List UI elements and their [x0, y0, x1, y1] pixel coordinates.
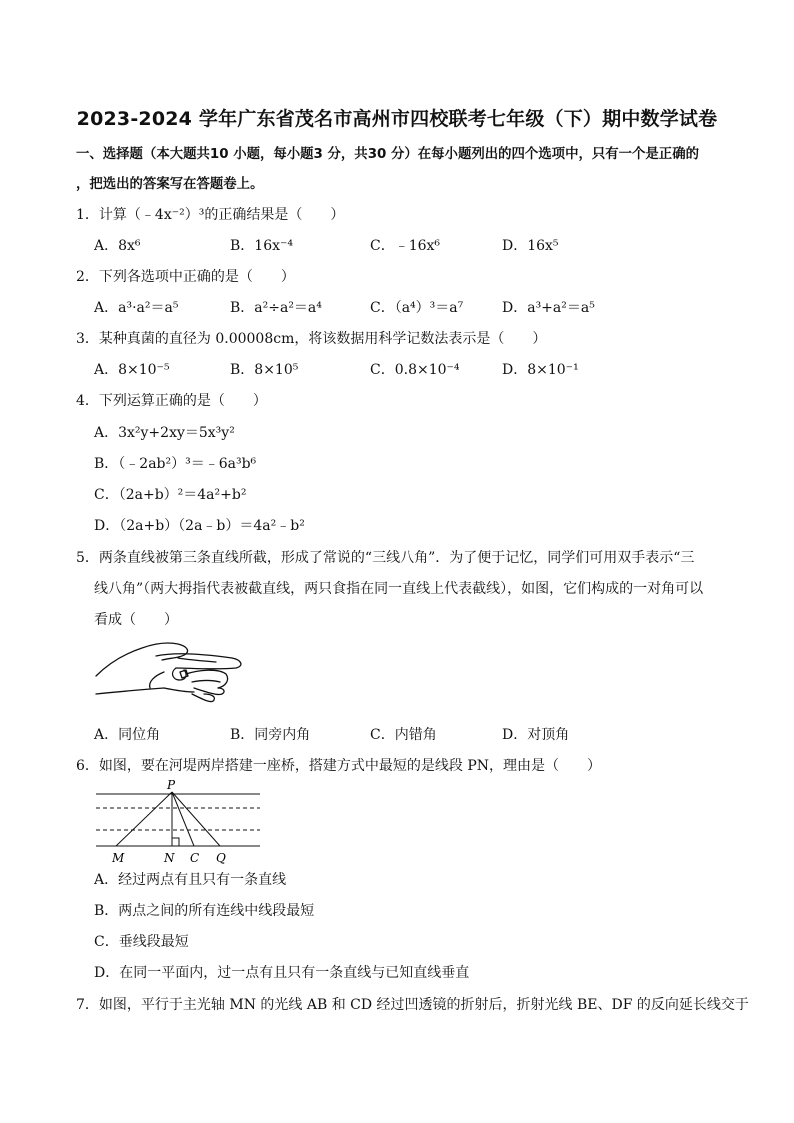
- question-4-option-b: B．（﹣2ab²）³＝﹣6a³b⁶: [94, 456, 257, 472]
- section-instruction-line-2: ，把选出的答案写在答题卷上。: [76, 177, 264, 192]
- question-6-option-a: A．经过两点有且只有一条直线: [94, 872, 287, 888]
- question-5-line-3: 看成（ ）: [94, 612, 178, 628]
- point-q-label: Q: [216, 851, 226, 865]
- question-1-stem: 1．计算（﹣4x⁻²）³的正确结果是（ ）: [76, 207, 345, 223]
- question-5-line-2: 线八角”（两大拇指代表被截直线，两只食指在同一直线上代表截线），如图，它们构成的一对角可以: [94, 581, 704, 597]
- question-4-option-d: D．（2a+b）（2a﹣b）＝4a²﹣b²: [94, 518, 305, 534]
- question-3-option-b: B．8×10⁵: [230, 362, 299, 378]
- question-3-option-c: C．0.8×10⁻⁴: [370, 362, 460, 378]
- page-title: 2023-2024 学年广东省茂名市高州市四校联考七年级（下）期中数学试卷: [76, 108, 718, 130]
- question-5-option-a: A．同位角: [94, 727, 161, 743]
- bridge-figure: [94, 778, 264, 866]
- question-5-line-1: 5．两条直线被第三条直线所截，形成了常说的“三线八角”．为了便于记忆，同学们可用双手表示“三: [76, 550, 695, 566]
- question-2-option-b: B．a²÷a²＝a⁴: [230, 300, 322, 316]
- question-5-option-d: D．对顶角: [502, 727, 570, 743]
- point-p-label: P: [167, 778, 176, 792]
- question-2-option-d: D．a³+a²＝a⁵: [502, 300, 595, 316]
- question-3-option-a: A．8×10⁻⁵: [94, 362, 170, 378]
- question-4-option-a: A．3x²y+2xy＝5x³y²: [94, 425, 235, 441]
- point-n-label: N: [164, 851, 175, 865]
- question-2-stem: 2．下列各选项中正确的是（ ）: [76, 269, 295, 285]
- question-5-option-b: B．同旁内角: [230, 727, 311, 743]
- hands-figure: [94, 636, 254, 712]
- section-instruction-line-1: 一、选择题（本大题共10 小题，每小题3 分，共30 分）在每小题列出的四个选项中，只有一个是正确的: [76, 147, 699, 162]
- question-3-option-d: D．8×10⁻¹: [502, 362, 579, 378]
- question-3-stem: 3．某种真菌的直径为 0.00008cm，将该数据用科学记数法表示是（ ）: [76, 331, 547, 347]
- question-1-option-a: A．8x⁶: [94, 238, 141, 254]
- question-2-option-c: C．（a⁴）³＝a⁷: [370, 300, 464, 316]
- question-1-option-b: B．16x⁻⁴: [230, 238, 293, 254]
- question-7-stem: 7．如图，平行于主光轴 MN 的光线 AB 和 CD 经过凹透镜的折射后，折射光线 BE、DF 的反向延长线交于: [76, 997, 749, 1013]
- question-6-option-d: D．在同一平面内，过一点有且只有一条直线与已知直线垂直: [94, 965, 470, 981]
- question-2-option-a: A．a³·a²＝a⁵: [94, 300, 179, 316]
- point-m-label: M: [112, 851, 125, 865]
- question-4-option-c: C．（2a+b）²＝4a²+b²: [94, 487, 247, 503]
- question-1-option-d: D．16x⁵: [502, 238, 559, 254]
- question-4-stem: 4．下列运算正确的是（ ）: [76, 393, 267, 409]
- question-1-option-c: C．﹣16x⁶: [370, 238, 441, 254]
- question-6-option-c: C．垂线段最短: [94, 934, 189, 950]
- question-6-stem: 6．如图，要在河堤两岸搭建一座桥，搭建方式中最短的是线段 PN，理由是（ ）: [76, 758, 602, 774]
- question-5-option-c: C．内错角: [370, 727, 437, 743]
- question-6-option-b: B．两点之间的所有连线中线段最短: [94, 903, 315, 919]
- point-c-label: C: [190, 851, 200, 865]
